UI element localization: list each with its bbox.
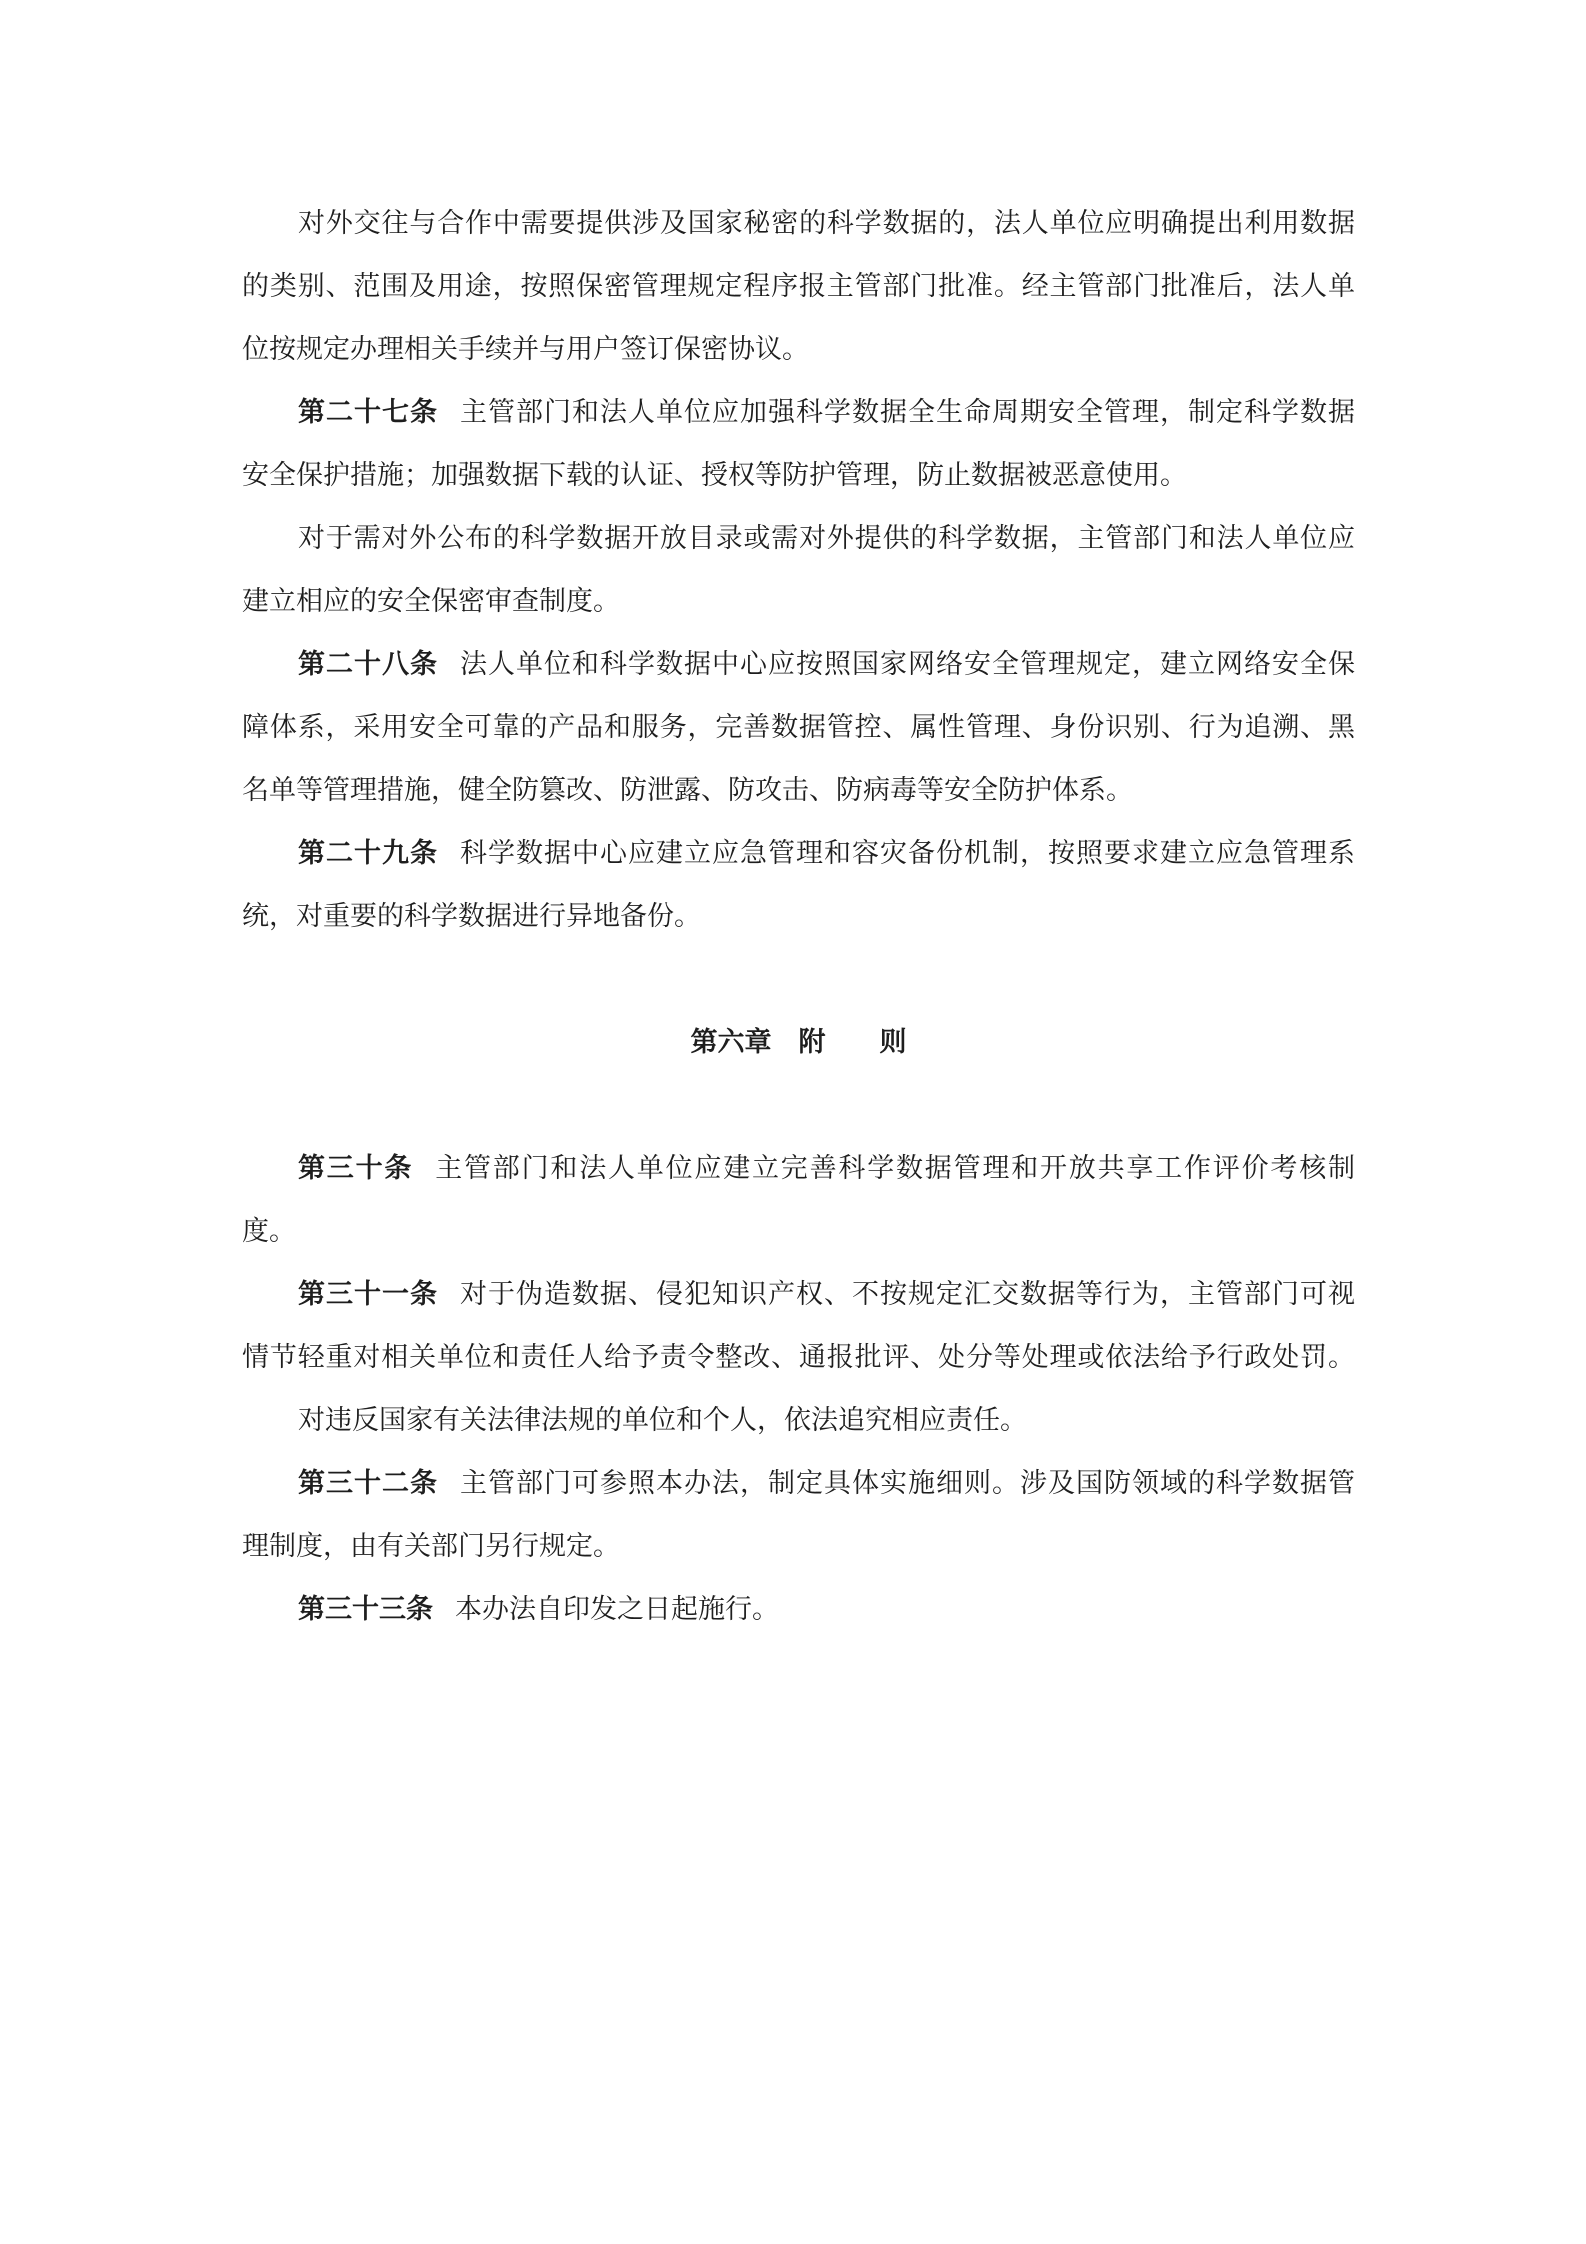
text-line: [242, 1452, 1355, 1515]
text-line: [242, 822, 1355, 885]
chapter-heading-text: 第六章 附 则: [690, 1027, 907, 1058]
text-line: 对于需对外公布的科学数据开放目录或需对外提供的科学数据，主管部门和法人单位应: [298, 523, 1355, 554]
text-line: [242, 1263, 1355, 1326]
text-line: 理制度，由有关部门另行规定。: [242, 1531, 620, 1562]
article-label: 第三十三条: [298, 1594, 433, 1625]
article-text: 对于伪造数据、侵犯知识产权、不按规定汇交数据等行为，主管部门可视: [460, 1279, 1355, 1310]
text-line: 位按规定办理相关手续并与用户签订保密协议。: [242, 334, 809, 365]
article-label: 第二十九条: [298, 838, 438, 869]
article-text: 主管部门和法人单位应加强科学数据全生命周期安全管理，制定科学数据: [460, 397, 1355, 428]
text-line: 名单等管理措施，健全防篡改、防泄露、防攻击、防病毒等安全防护体系。: [242, 775, 1133, 806]
article-29: [242, 822, 1355, 948]
article-text: 主管部门可参照本办法，制定具体实施细则。涉及国防领域的科学数据管: [460, 1468, 1355, 1499]
paragraph: [242, 507, 1355, 633]
text-line: 度。: [242, 1216, 296, 1247]
article-27: [242, 381, 1355, 507]
text-line: 的类别、范围及用途，按照保密管理规定程序报主管部门批准。经主管部门批准后，法人单: [242, 271, 1355, 302]
text-line: 情节轻重对相关单位和责任人给予责令整改、通报批评、处分等处理或依法给予行政处罚。: [242, 1342, 1355, 1373]
paragraph: [242, 192, 1355, 381]
document-page: [242, 192, 1355, 1641]
article-28: [242, 633, 1355, 822]
article-label: 第三十二条: [298, 1468, 438, 1499]
text-line: 对外交往与合作中需要提供涉及国家秘密的科学数据的，法人单位应明确提出利用数据: [298, 208, 1355, 239]
article-33: [242, 1578, 1355, 1641]
article-32: [242, 1452, 1355, 1578]
text-line: [242, 633, 1355, 696]
article-label: 第二十八条: [298, 649, 438, 680]
article-label: 第三十一条: [298, 1279, 438, 1310]
text-line: 建立相应的安全保密审查制度。: [242, 586, 620, 617]
article-text: 主管部门和法人单位应建立完善科学数据管理和开放共享工作评价考核制: [435, 1153, 1356, 1184]
text-line: [242, 1137, 1355, 1200]
text-line: 对违反国家有关法律法规的单位和个人，依法追究相应责任。: [298, 1405, 1027, 1436]
article-text: 法人单位和科学数据中心应按照国家网络安全管理规定，建立网络安全保: [460, 649, 1355, 680]
text-line: 障体系，采用安全可靠的产品和服务，完善数据管控、属性管理、身份识别、行为追溯、黑: [242, 712, 1355, 743]
article-text: 科学数据中心应建立应急管理和容灾备份机制，按照要求建立应急管理系: [460, 838, 1355, 869]
text-line: [242, 381, 1355, 444]
text-line: [242, 1578, 1355, 1641]
text-line: 安全保护措施；加强数据下载的认证、授权等防护管理，防止数据被恶意使用。: [242, 460, 1187, 491]
article-31: [242, 1263, 1355, 1389]
paragraph: [242, 1389, 1355, 1452]
article-label: 第三十条: [298, 1153, 414, 1184]
article-label: 第二十七条: [298, 397, 438, 428]
chapter-heading: [242, 1011, 1355, 1074]
article-30: [242, 1137, 1355, 1263]
article-text: 本办法自印发之日起施行。: [455, 1594, 779, 1625]
text-line: 统，对重要的科学数据进行异地备份。: [242, 901, 701, 932]
